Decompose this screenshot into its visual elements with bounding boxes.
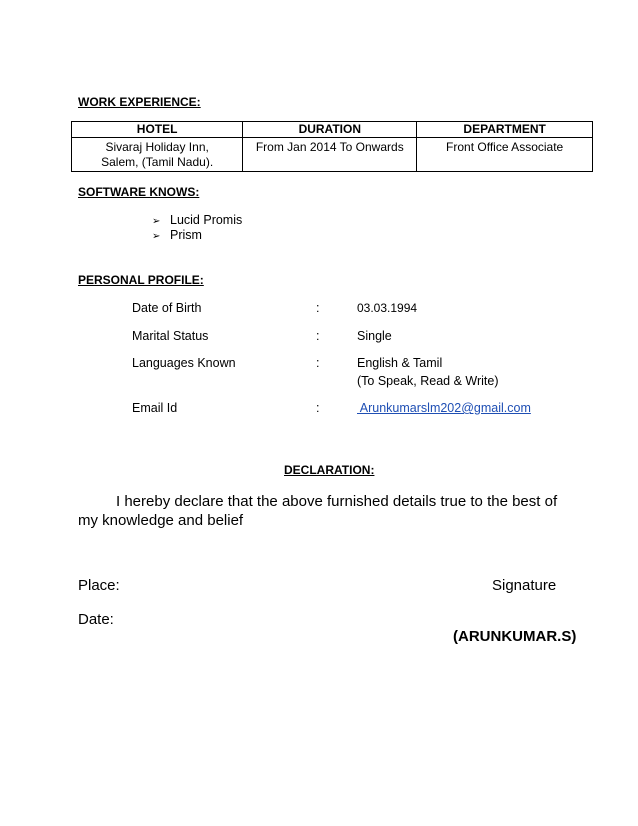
profile-separator: : [316, 329, 320, 343]
profile-separator: : [316, 356, 320, 370]
profile-separator: : [316, 301, 320, 315]
profile-label: Date of Birth [132, 301, 202, 315]
duration-cell: From Jan 2014 To Onwards [243, 138, 417, 172]
department-cell: Front Office Associate [417, 138, 593, 172]
profile-label: Marital Status [132, 329, 209, 343]
declaration-paragraph [78, 492, 578, 530]
hotel-cell [72, 138, 243, 172]
hotel-location: Salem, (Tamil Nadu). [101, 155, 214, 169]
profile-value: Single [357, 329, 392, 343]
arrow-bullet-icon: ➢ [152, 216, 161, 227]
column-header-department: DEPARTMENT [417, 122, 593, 138]
profile-label: Email Id [132, 401, 178, 415]
list-item [152, 213, 242, 228]
list-item [152, 228, 242, 243]
column-header-hotel: HOTEL [72, 122, 243, 138]
personal-profile-heading: PERSONAL PROFILE: [78, 273, 204, 287]
email-link[interactable]: Arunkumarslm202@gmail.com [357, 401, 531, 415]
profile-label: Languages Known [132, 356, 236, 370]
profile-value: English & Tamil [357, 356, 443, 370]
profile-value: 03.03.1994 [357, 301, 418, 315]
software-item-label: Prism [170, 228, 202, 242]
candidate-name: (ARUNKUMAR.S) [453, 628, 577, 645]
software-item-label: Lucid Promis [170, 213, 243, 227]
table-row [72, 138, 593, 172]
column-header-duration: DURATION [243, 122, 417, 138]
arrow-bullet-icon: ➢ [152, 231, 161, 242]
hotel-name: Sivaraj Holiday Inn, [105, 140, 209, 154]
profile-separator: : [316, 401, 320, 415]
software-heading: SOFTWARE KNOWS: [78, 185, 200, 199]
date-label: Date: [78, 611, 114, 628]
table-header-row [72, 122, 593, 138]
work-experience-table [71, 121, 593, 172]
signature-label: Signature [492, 577, 557, 594]
software-list [152, 213, 242, 243]
declaration-heading: DECLARATION: [284, 463, 375, 477]
profile-value-detail: (To Speak, Read & Write) [357, 374, 499, 388]
declaration-text: I hereby declare that the above furnished details true to the best of my knowledge and belief [78, 493, 558, 529]
work-experience-heading: WORK EXPERIENCE: [78, 95, 201, 109]
place-label: Place: [78, 577, 120, 594]
